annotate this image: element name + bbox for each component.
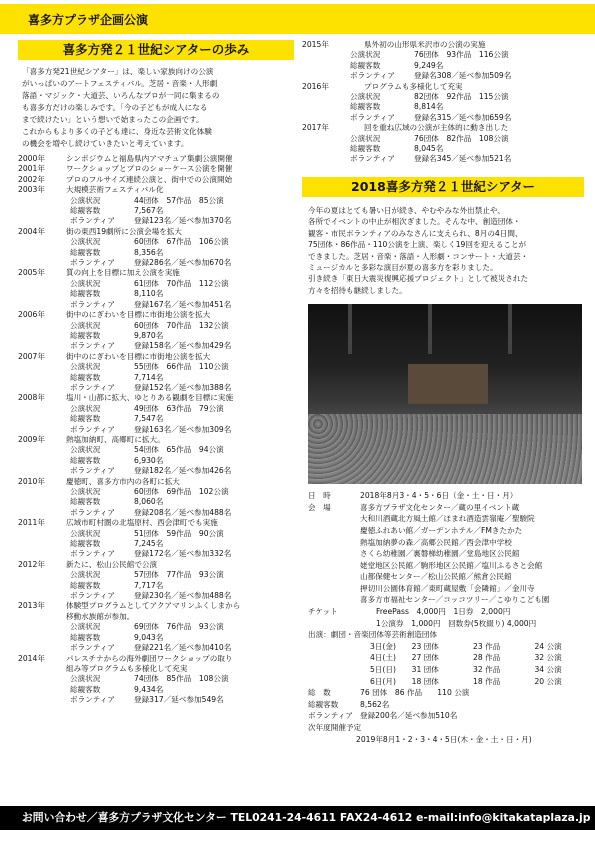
entry-vol-label: ボランティア	[70, 507, 115, 517]
entry-perf-label: 公演状況	[70, 528, 101, 538]
entry-perf-value: 74団体 85作品 108公演	[134, 674, 229, 684]
entry-vol-label: ボランティア	[350, 112, 395, 122]
entry-aud-label: 総観客数	[70, 632, 101, 642]
venue-line: 大和川酒蔵北方風土館／ほまれ酒造雲嶺庵／聖駿院	[360, 514, 535, 524]
history-entry	[18, 310, 294, 320]
entry-text: 街中のにぎわいを目標に市街地公演を拡大	[66, 351, 211, 361]
perf-day: 5日(日)	[370, 665, 396, 675]
performance-row	[308, 664, 584, 676]
history-title: 喜多方発２１世紀シアターの歩み	[18, 40, 294, 60]
entry-text: 体験型プログラムとしてアクアマリンふくしまから	[66, 601, 241, 611]
entry-text: パレスチナからの海外劇団ワークショップの取り	[66, 653, 233, 663]
entry-aud-label: 総観客数	[70, 497, 101, 507]
entry-vol-label: ボランティア	[70, 341, 115, 351]
entry-aud	[18, 497, 294, 507]
entry-perf-value: 61団体 70作品 112公演	[134, 278, 229, 288]
entry-aud-value: 9,249名	[414, 60, 444, 70]
entry-aud-label: 総観客数	[70, 414, 101, 424]
body-line: 75団体・86作品・110公演を上演、楽しく19回を迎えることが	[308, 240, 527, 250]
perf-groups: 27 団体	[411, 653, 439, 663]
perf-groups: 31 団体	[411, 665, 439, 675]
entry-vol-value: 登録172名／延べ参加332名	[134, 549, 232, 559]
entry-aud-label: 総観客数	[70, 580, 101, 590]
history-entry	[18, 185, 294, 195]
entry-vol-value: 登録182名／延べ参加426名	[134, 466, 232, 476]
entry-aud-value: 8,110名	[134, 289, 164, 299]
entry-aud-label: 総観客数	[350, 144, 381, 154]
entry-aud-value: 9,434名	[134, 684, 164, 694]
entry-aud-value: 8,356名	[134, 247, 164, 257]
entry-vol-label: ボランティア	[70, 695, 115, 705]
entry-aud-value: 8,045名	[414, 144, 444, 154]
entry-aud-label: 総観客数	[70, 330, 101, 340]
entry-aud	[18, 206, 294, 216]
ticket-line-1: FreePass 4,000円 1日券 2,000円	[376, 607, 511, 617]
venue-line: 喜多方プラザ文化センター／蔵の里イベント蔵	[360, 502, 520, 512]
intro-line: がいっぱいのアートフェスティバル。芝居・音楽・人形劇	[22, 79, 218, 88]
perf-works: 18 作品	[473, 676, 501, 686]
audience-value: 8,562名	[360, 699, 390, 709]
entry-aud	[302, 144, 584, 154]
perf-day: 6日(月)	[370, 676, 396, 686]
history-entry	[18, 227, 294, 237]
entry-year: 2000年	[18, 154, 45, 163]
entry-year: 2016年	[302, 81, 329, 91]
entry-perf	[18, 529, 294, 539]
performance-row	[308, 641, 584, 653]
entry-perf-label: 公演状況	[70, 237, 101, 247]
entry-aud-label: 総観客数	[70, 455, 101, 465]
history-entry	[302, 82, 584, 92]
entry-text: 回を重ね広域の公演が主体的に動き出した	[364, 123, 509, 133]
total-value: 76 団体 86 作品 110 公演	[360, 688, 470, 698]
entry-year: 2008年	[18, 393, 45, 403]
next-value: 2019年8月1・2・3・4・5日(木・金・土・日・月)	[356, 734, 532, 744]
entry-aud	[18, 289, 294, 299]
entry-text: プロのフルサイズ連続公演と、街中での公演開始	[66, 174, 233, 184]
festival-title: 2018喜多方発２１世紀シアター	[302, 177, 584, 197]
entry-year: 2005年	[18, 268, 45, 278]
entry-vol	[18, 466, 294, 476]
entry-vol-value: 登録163名／延べ参加309名	[134, 424, 232, 434]
entry-vol	[18, 643, 294, 653]
entry-perf-value: 49団体 63作品 79公演	[134, 403, 224, 413]
entry-perf-value: 55団体 66作品 110公演	[134, 362, 229, 372]
entry-vol-label: ボランティア	[70, 591, 115, 601]
entry-text: 大規模芸術フェスティバル化	[66, 185, 164, 195]
entry-perf	[18, 321, 294, 331]
history-entry	[302, 123, 584, 133]
entry-vol-label: ボランティア	[350, 154, 395, 164]
entry-aud-value: 8,060名	[134, 497, 164, 507]
history-entry	[18, 518, 294, 528]
entry-perf-label: 公演状況	[350, 133, 381, 143]
entry-aud	[18, 248, 294, 258]
body-line: 各所でイベントの中止が相次ぎました。そんな中、創造団体・	[308, 217, 521, 227]
intro-line: も喜多方だけの楽しみです。「今の子どもが成人になる	[22, 103, 208, 112]
entry-aud-value: 7,245名	[134, 539, 164, 549]
entry-text: 質の向上を目標に加え公演を実施	[66, 268, 180, 278]
history-entry	[18, 393, 294, 403]
volunteer-value: 登録200名／延べ参加510名	[360, 711, 458, 721]
intro-line: の機会を増やし続けていきたいと考えています。	[22, 139, 189, 148]
entry-vol-label: ボランティア	[350, 71, 395, 81]
perf-groups: 18 団体	[411, 676, 439, 686]
venue-line: 熱塩加納夢の森／高郷公民館／西会津中学校	[360, 537, 512, 547]
entry-vol-value: 登録221名／延べ参加410名	[134, 643, 232, 653]
entry-aud	[18, 414, 294, 424]
entry-perf	[302, 92, 584, 102]
entry-vol-value: 登録123名／延べ参加370名	[134, 216, 232, 226]
entry-aud-value: 9,043名	[134, 632, 164, 642]
entry-perf-value: 54団体 65作品 94公演	[134, 445, 224, 455]
entry-vol	[18, 383, 294, 393]
entry-aud	[18, 373, 294, 383]
entry-vol	[18, 425, 294, 435]
entry-perf-value: 60団体 69作品 102公演	[134, 487, 229, 496]
entry-text: 新たに、松山公民館で公演	[66, 559, 158, 569]
ticket-line-2: 1公演券 1,000円 回数券(5枚綴り) 4,000円	[376, 618, 537, 628]
entry-perf-label: 公演状況	[70, 622, 101, 632]
entry-perf	[18, 362, 294, 372]
entry-vol-value: 登録317／延べ参加549名	[134, 695, 224, 705]
performance-row	[308, 676, 584, 688]
performance-row	[308, 652, 584, 664]
entry-year: 2001年	[18, 164, 45, 174]
perf-works: 23 作品	[473, 641, 501, 651]
entry-aud-label: 総観客数	[350, 102, 381, 112]
history-entry	[18, 601, 294, 611]
perf-day: 4日(土)	[370, 653, 396, 663]
entry-text: 塩川・山都に拡大、ゆとりある観劇を目標に実施	[66, 393, 234, 403]
header-bar	[0, 4, 595, 34]
entry-vol-label: ボランティア	[70, 258, 115, 268]
history-column	[18, 40, 294, 706]
entry-text: ワークショップとプロのショーケース公演を開催	[66, 164, 233, 174]
festival-info	[308, 490, 584, 745]
entry-perf-label: 公演状況	[70, 570, 101, 580]
history-entry	[18, 268, 294, 278]
entry-text: 慶徳町、喜多方市内の各町に拡大	[66, 476, 180, 486]
history-intro	[22, 66, 294, 150]
festival-body	[308, 205, 584, 296]
body-line: ミュージカルと多彩な演目が夏の喜多方を彩りました。	[308, 262, 498, 272]
entry-perf-value: 60団体 67作品 106公演	[134, 237, 229, 247]
entry-aud-label: 総観客数	[70, 247, 101, 257]
entry-perf	[18, 622, 294, 632]
festival-photo	[308, 304, 582, 484]
entry-text: 街中のにぎわいを目標に市街地公演を拡大	[66, 310, 211, 320]
entry-aud	[302, 102, 584, 112]
ticket-label: チケット	[308, 607, 338, 617]
entry-perf-label: 公演状況	[70, 403, 101, 413]
entry-perf-value: 76団体 93作品 116公演	[414, 50, 509, 60]
entry-text: プログラムも多様化して充実	[364, 81, 463, 91]
entry-vol-value: 登録208名／延べ参加488名	[134, 507, 232, 517]
body-line: できました。芝居・音楽・落語・人形劇・コンサート・大道芸・	[308, 251, 529, 261]
entry-vol-label: ボランティア	[70, 424, 115, 434]
entry-perf	[18, 570, 294, 580]
history-entry	[302, 40, 584, 50]
entry-aud-value: 7,567名	[134, 206, 164, 216]
intro-line: 落語・マジック・大道芸、いろんなプロが一同に集まるの	[22, 91, 220, 100]
entry-perf	[18, 674, 294, 684]
entry-text: 広域市町村圏の北塩原村、西会津町でも実施	[66, 518, 218, 528]
entry-text: 県外初の山形県米沢市の公演の実施	[364, 40, 486, 49]
venue-line: 姥堂地区公民館／駒形地区公民館／塩川ふるさと会館	[360, 560, 543, 570]
history-entry	[18, 654, 294, 664]
entry-year: 2003年	[18, 185, 45, 195]
entry-vol	[302, 113, 584, 123]
history-entry	[18, 164, 294, 174]
entry-perf	[18, 487, 294, 497]
entry-aud	[18, 331, 294, 341]
entry-text: 街の東西19劇所に公演会場を拡大	[66, 226, 182, 236]
entry-perf-value: 60団体 70作品 132公演	[134, 320, 229, 330]
perf-works: 28 作品	[473, 653, 501, 663]
entry-vol-value: 登録名315／延べ参加659名	[414, 112, 512, 122]
entry-text-cont	[18, 612, 294, 622]
entry-text: シンポジウムと福島県内アマチュア集劇公演開催	[66, 154, 233, 163]
total-label: 総 数	[308, 688, 331, 698]
entry-vol	[18, 258, 294, 268]
entry-vol-label: ボランティア	[70, 382, 115, 392]
entry-aud-value: 7,547名	[134, 414, 164, 424]
history-entry	[18, 477, 294, 487]
entry-aud	[18, 581, 294, 591]
entry-perf-label: 公演状況	[70, 195, 101, 205]
history-list-continued	[302, 40, 584, 165]
history-entry	[18, 154, 294, 164]
perf-day: 3日(金)	[370, 641, 396, 651]
perf-shows: 34 公演	[534, 665, 562, 675]
entry-vol-label: ボランティア	[70, 299, 115, 309]
entry-vol-label: ボランティア	[70, 549, 115, 559]
entry-aud-value: 9,870名	[134, 330, 164, 340]
entry-aud-value: 7,714名	[134, 372, 164, 382]
body-line: 観客・市民ボランティアのみなさんに支えられ、8月の4日間、	[308, 228, 523, 238]
entry-vol-value: 登録152名／延べ参加388名	[134, 382, 232, 392]
entry-vol-label: ボランティア	[70, 216, 115, 226]
entry-perf	[18, 445, 294, 455]
venue-line: 山都保健センター／松山公民館／熊倉公民館	[360, 572, 512, 582]
groups-title: 出演：劇団・音楽団体等芸術創造団体	[308, 630, 438, 640]
history-entry	[18, 435, 294, 445]
footer-contact	[0, 806, 595, 830]
entry-aud	[18, 539, 294, 549]
entry-perf	[302, 50, 584, 60]
history-list	[18, 154, 294, 706]
entry-perf-value: 76団体 82作品 108公演	[414, 133, 509, 143]
entry-vol-value: 登録名308／延べ参加509名	[414, 71, 512, 81]
entry-vol-label: ボランティア	[70, 643, 115, 653]
entry-aud	[18, 456, 294, 466]
entry-perf-value: 44団体 57作品 85公演	[134, 195, 224, 205]
entry-perf-value: 51団体 59作品 90公演	[134, 528, 224, 538]
entry-perf-value: 57団体 77作品 93公演	[134, 570, 224, 580]
entry-aud-label: 総観客数	[70, 684, 101, 694]
entry-perf-label: 公演状況	[350, 92, 381, 102]
venue-line: 喜多方市福祉センター／コッコツリー／こゆりこども園	[360, 595, 550, 605]
entry-aud	[302, 61, 584, 71]
history-entry	[18, 175, 294, 185]
perf-groups: 23 団体	[411, 641, 439, 651]
intro-line: これからもより多くの子ども達に、身近な芸術文化体験	[22, 127, 212, 136]
entry-year: 2006年	[18, 310, 45, 320]
entry-year: 2009年	[18, 434, 45, 444]
entry-vol-value: 登録158名／延べ参加429名	[134, 341, 232, 351]
entry-vol-value: 登録230名／延べ参加488名	[134, 591, 232, 601]
entry-perf-label: 公演状況	[70, 278, 101, 288]
entry-aud-label: 総観客数	[70, 289, 101, 299]
entry-year: 2004年	[18, 226, 45, 236]
body-line: 方々を招待も継続しました。	[308, 285, 407, 295]
entry-vol-label: ボランティア	[70, 466, 115, 476]
entry-perf-label: 公演状況	[70, 487, 101, 496]
entry-aud-label: 総観客数	[70, 372, 101, 382]
audience-label: 総観客数	[308, 699, 339, 709]
entry-year: 2014年	[18, 653, 45, 663]
history-entry	[18, 352, 294, 362]
entry-perf	[18, 279, 294, 289]
history-entry	[18, 560, 294, 570]
date-label: 日 時	[308, 491, 331, 501]
entry-perf	[18, 404, 294, 414]
header-label: 喜多方プラザ企画公演	[28, 13, 149, 27]
entry-text-cont	[18, 664, 294, 674]
entry-year: 2007年	[18, 351, 45, 361]
entry-vol	[302, 71, 584, 81]
entry-aud-value: 8,814名	[414, 102, 444, 112]
venue-list	[308, 513, 584, 606]
entry-perf	[18, 196, 294, 206]
entry-vol-value: 登録名345／延べ参加521名	[414, 154, 512, 164]
entry-perf-value: 69団体 76作品 93公演	[134, 622, 224, 632]
entry-aud	[18, 633, 294, 643]
body-line: 今年の夏はとても暑い日が続き、やむやみな外出禁止や、	[308, 205, 505, 215]
entry-vol	[18, 216, 294, 226]
entry-aud-value: 6,930名	[134, 455, 164, 465]
entry-vol	[18, 341, 294, 351]
entry-year: 2017年	[302, 123, 329, 133]
entry-vol	[18, 695, 294, 705]
entry-perf	[302, 134, 584, 144]
intro-line: 「喜多方発21世紀シアター」は、楽しい家族向けの公演	[22, 67, 214, 76]
entry-year: 2013年	[18, 601, 45, 611]
entry-aud-label: 総観客数	[70, 539, 101, 549]
entry-aud-value: 7,717名	[134, 580, 164, 590]
entry-perf-label: 公演状況	[70, 320, 101, 330]
entry-text: 熱塩加納町、高郷町に拡大。	[66, 434, 165, 444]
entry-perf-label: 公演状況	[350, 50, 381, 60]
entry-aud-label: 総観客数	[350, 60, 381, 70]
entry-year: 2011年	[18, 518, 45, 528]
venue-label: 会 場	[308, 502, 331, 512]
venue-line: さくら幼稚園／裏磐梯幼稚園／堂島地区公民館	[360, 549, 520, 559]
entry-perf-value: 82団体 92作品 115公演	[414, 92, 509, 102]
performance-table	[308, 641, 584, 687]
entry-year: 2015年	[302, 40, 329, 49]
entry-vol-value: 登録167名／延べ参加451名	[134, 299, 232, 309]
volunteer-label: ボランティア	[308, 711, 353, 721]
entry-perf-label: 公演状況	[70, 445, 101, 455]
entry-year: 2012年	[18, 559, 45, 569]
date-value: 2018年8月3・4・5・6日（金・土・日・月）	[360, 491, 518, 501]
entry-vol	[302, 154, 584, 164]
perf-works: 32 作品	[473, 665, 501, 675]
entry-vol	[18, 591, 294, 601]
venue-line: 慶徳ふれあい館／ガーデンホテル／FMきたかた	[360, 525, 523, 535]
entry-vol	[18, 508, 294, 518]
entry-aud-label: 総観客数	[70, 206, 101, 216]
intro-line: まで続けたい」という想いで始まったこの企画です。	[22, 115, 204, 124]
footer-text: お問い合わせ／喜多方プラザ文化センター TEL0241-24-4611 FAX24-4612 e-mail:info@kitakataplaza.jp	[22, 811, 591, 824]
entry-aud	[18, 685, 294, 695]
perf-shows: 20 公演	[534, 676, 562, 686]
entry-text-2: 組み等プログラムも多様化して充実	[66, 663, 188, 673]
entry-vol	[18, 300, 294, 310]
entry-year: 2010年	[18, 476, 45, 486]
next-label: 次年度開催予定	[308, 723, 362, 732]
perf-shows: 24 公演	[534, 641, 562, 651]
body-line: 引き続き「東日大震災復興応援プロジェクト」として被災された	[308, 274, 529, 284]
entry-perf-label: 公演状況	[70, 674, 101, 684]
entry-year: 2002年	[18, 174, 45, 184]
entry-text-2: 移動水族館が参加。	[66, 611, 135, 621]
entry-vol	[18, 549, 294, 559]
venue-line: 押切川公園体育館／東町蔵屋敷「会隣館」／金川寺	[360, 583, 535, 593]
right-column	[302, 40, 584, 745]
entry-perf	[18, 237, 294, 247]
entry-vol-value: 登録286名／延べ参加670名	[134, 258, 232, 268]
perf-shows: 32 公演	[534, 653, 562, 663]
entry-perf-label: 公演状況	[70, 362, 101, 372]
